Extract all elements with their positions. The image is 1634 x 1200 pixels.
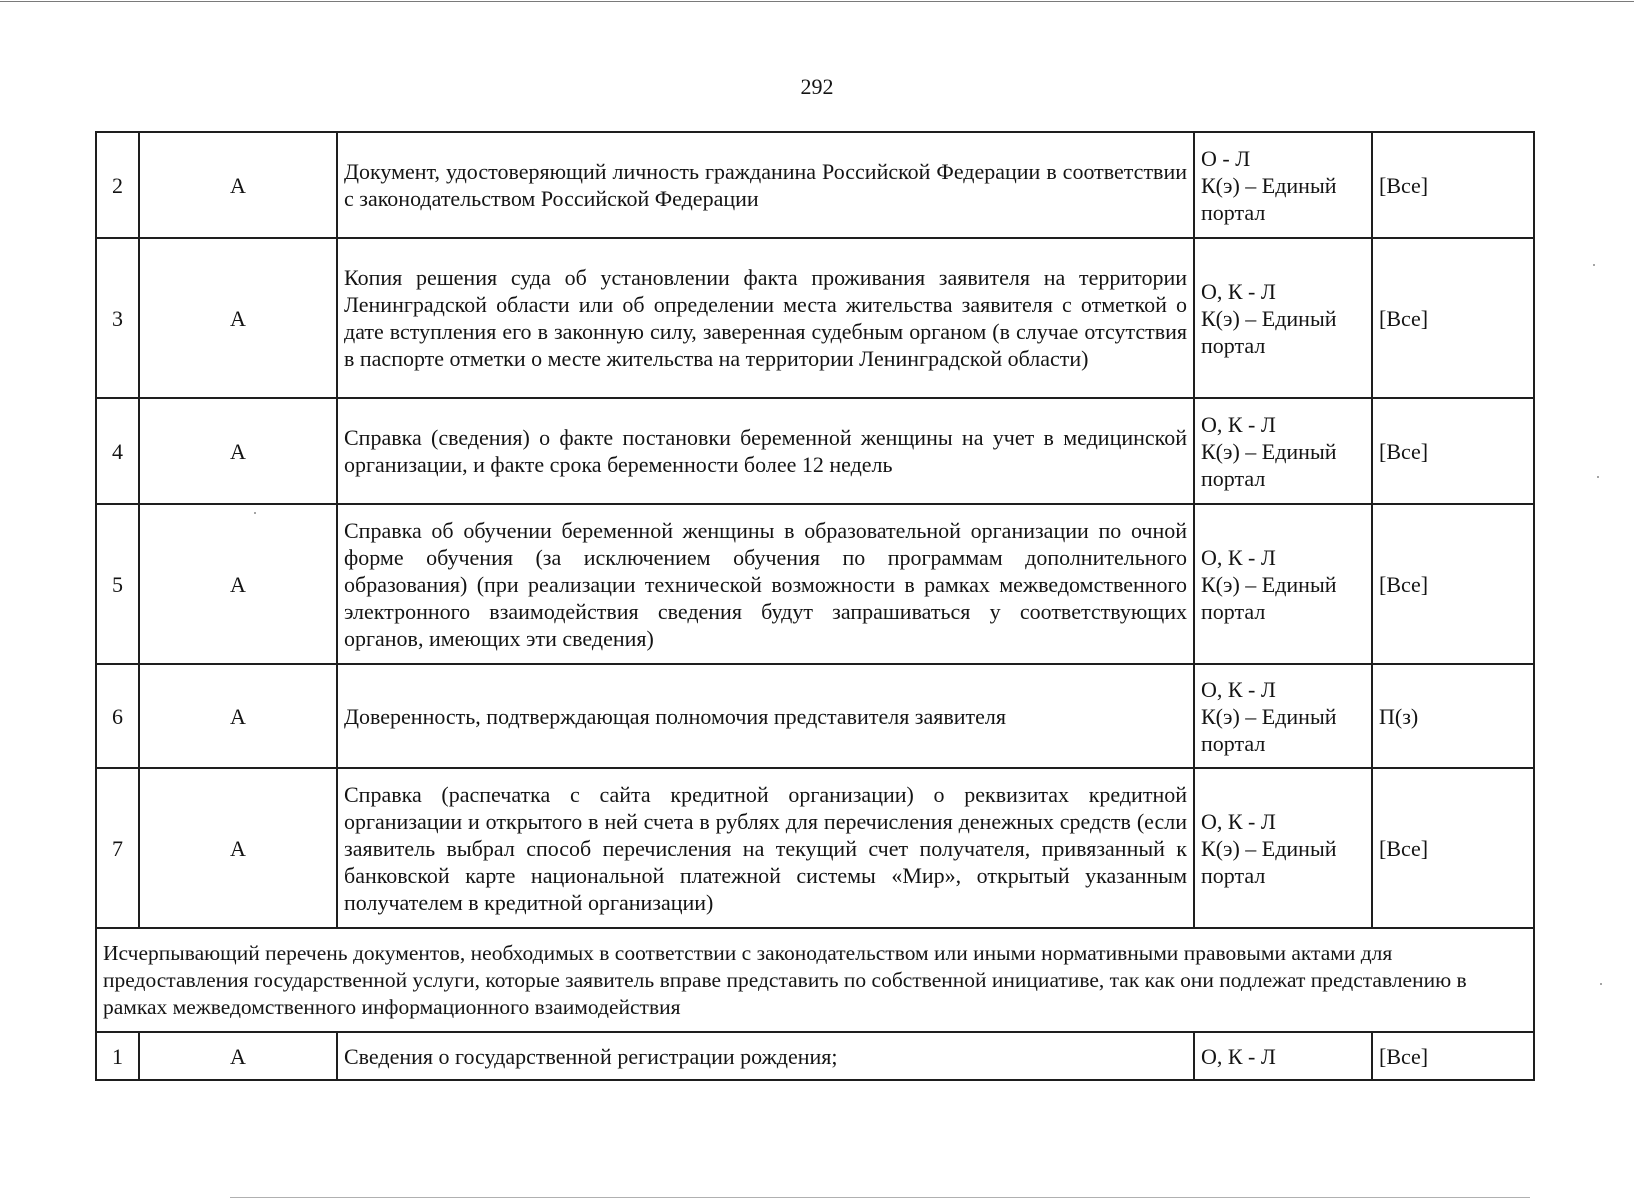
table-row — [96, 238, 1534, 398]
submission-method-line: О, К - Л — [1201, 411, 1276, 437]
table-row — [96, 398, 1534, 504]
applicant-category: [Все] — [1372, 132, 1534, 238]
submission-method-line: К(э) – Единый — [1201, 703, 1337, 729]
table-row — [96, 504, 1534, 664]
document-description: Копия решения суда об установлении факта проживания заявителя на территории Ленинградской области или об определении места жительства заявителя с отметкой о дате вступления его в законную силу, заверенная судебным органом (в случае отсутствия в паспорте отметки о месте жительства на территории Ленинградской области) — [337, 238, 1194, 398]
row-number: 4 — [96, 398, 139, 504]
row-number: 5 — [96, 504, 139, 664]
documents-table-body — [96, 132, 1534, 1080]
document-description: Сведения о государственной регистрации рождения; — [337, 1032, 1194, 1080]
applicant-category: [Все] — [1372, 768, 1534, 928]
document-form: А — [139, 504, 337, 664]
submission-method-line: портал — [1201, 598, 1266, 624]
document-form: А — [139, 1032, 337, 1080]
document-form: А — [139, 768, 337, 928]
submission-method-line: О, К - Л — [1201, 1043, 1276, 1069]
submission-method-line: О, К - Л — [1201, 544, 1276, 570]
documents-table — [95, 131, 1535, 1081]
submission-method-line: О, К - Л — [1201, 808, 1276, 834]
table-row — [96, 664, 1534, 768]
submission-method-line: портал — [1201, 199, 1266, 225]
submission-method-line: портал — [1201, 730, 1266, 756]
submission-method-line: К(э) – Единый — [1201, 835, 1337, 861]
submission-method-line: К(э) – Единый — [1201, 172, 1337, 198]
row-number: 2 — [96, 132, 139, 238]
applicant-category: [Все] — [1372, 504, 1534, 664]
scan-edge-bottom — [230, 1197, 1530, 1198]
submission-method-line: О, К - Л — [1201, 278, 1276, 304]
submission-method-line: К(э) – Единый — [1201, 438, 1337, 464]
submission-method — [1194, 664, 1372, 768]
submission-method-line: К(э) – Единый — [1201, 305, 1337, 331]
document-description: Документ, удостоверяющий личность гражданина Российской Федерации в соответствии с законодательством Российской Федерации — [337, 132, 1194, 238]
document-form: А — [139, 132, 337, 238]
page-number: 292 — [800, 74, 834, 99]
section-heading-row — [96, 928, 1534, 1032]
submission-method-line: портал — [1201, 862, 1266, 888]
row-number: 7 — [96, 768, 139, 928]
submission-method — [1194, 238, 1372, 398]
row-number: 6 — [96, 664, 139, 768]
document-form: А — [139, 398, 337, 504]
submission-method-line: портал — [1201, 332, 1266, 358]
section-heading: Исчерпывающий перечень документов, необходимых в соответствии с законодательством или иными нормативными правовыми актами для предоставления государственной услуги, которые заявитель вправе представить по собственной инициативе, так как они подлежат представлению в рамках межведомственного информационного взаимодействия — [96, 928, 1534, 1032]
document-description: Доверенность, подтверждающая полномочия представителя заявителя — [337, 664, 1194, 768]
submission-method-line: О, К - Л — [1201, 676, 1276, 702]
scan-speck — [1593, 264, 1595, 266]
scan-speck — [1600, 983, 1602, 985]
applicant-category: [Все] — [1372, 398, 1534, 504]
scan-edge-top — [0, 1, 1634, 2]
scan-speck — [254, 512, 256, 514]
document-form: А — [139, 238, 337, 398]
document-description: Справка (сведения) о факте постановки беременной женщины на учет в медицинской организации, и факте срока беременности более 12 недель — [337, 398, 1194, 504]
submission-method — [1194, 398, 1372, 504]
document-description: Справка (распечатка с сайта кредитной организации) о реквизитах кредитной организации и открытого в ней счета в рублях для перечисления денежных средств (если заявитель выбрал способ перечисления на текущий счет получателя, привязанный к банковской карте национальной платежной системы «Мир», открытый указанным получателем в кредитной организации) — [337, 768, 1194, 928]
table-row — [96, 132, 1534, 238]
table-row — [96, 768, 1534, 928]
document-form: А — [139, 664, 337, 768]
row-number: 3 — [96, 238, 139, 398]
applicant-category: [Все] — [1372, 1032, 1534, 1080]
submission-method — [1194, 132, 1372, 238]
row-number: 1 — [96, 1032, 139, 1080]
submission-method — [1194, 504, 1372, 664]
submission-method-line: К(э) – Единый — [1201, 571, 1337, 597]
document-description: Справка об обучении беременной женщины в образовательной организации по очной форме обучения (за исключением обучения по программам дополнительного образования) (при реализации технической возможности в рамках межведомственного электронного взаимодействия сведения будут запрашиваться у соответствующих органов, имеющих эти сведения) — [337, 504, 1194, 664]
submission-method-line: портал — [1201, 465, 1266, 491]
submission-method — [1194, 768, 1372, 928]
applicant-category: П(з) — [1372, 664, 1534, 768]
applicant-category: [Все] — [1372, 238, 1534, 398]
table-row — [96, 1032, 1534, 1080]
submission-method — [1194, 1032, 1372, 1080]
submission-method-line: О - Л — [1201, 145, 1251, 171]
scan-speck — [1597, 476, 1599, 478]
